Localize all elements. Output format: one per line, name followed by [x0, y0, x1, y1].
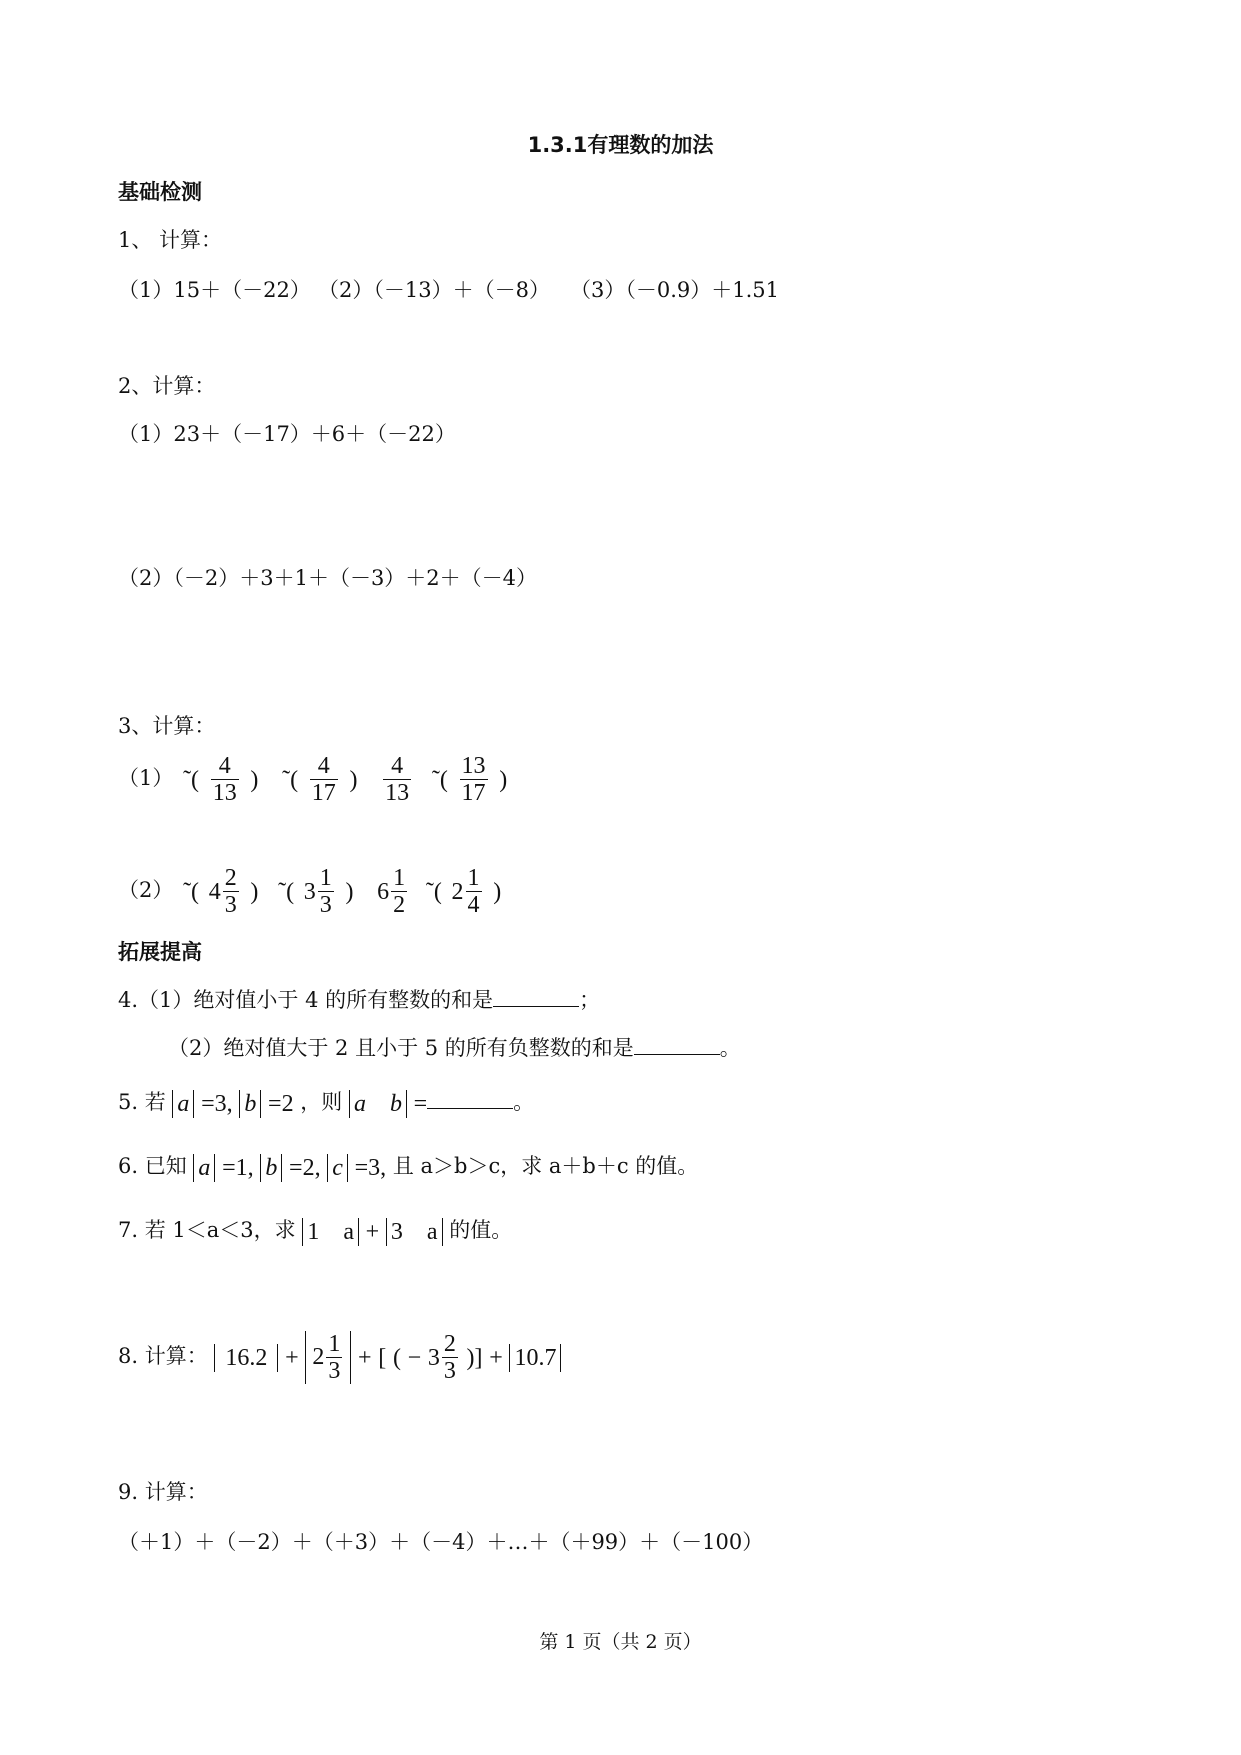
- q3-2-whole-2: 3: [303, 878, 316, 905]
- q7-abs-1: 1 a: [302, 1218, 359, 1246]
- q3-1-fraction-4: $\frac{13}{17}$: [461, 753, 486, 806]
- q8-paren-open: (: [392, 1344, 401, 1371]
- q8-whole-3: 3: [427, 1344, 440, 1371]
- q8-plus-sign-3: +: [489, 1344, 503, 1371]
- q6-intro: 6. 已知: [118, 1154, 187, 1178]
- q3-2-fraction-4: $\frac{1}{4}$: [467, 865, 480, 918]
- q8-plus-sign-2: +: [358, 1344, 372, 1371]
- q3-item-2: [118, 860, 504, 922]
- q5-eq-sign-3: =: [413, 1090, 428, 1117]
- q3-1-close-2: ): [349, 766, 358, 793]
- q3-1-prefix: （1）: [118, 766, 174, 790]
- q3-1-fraction-2: $\frac{4}{17}$: [311, 753, 336, 806]
- q6-abs-c: c: [327, 1154, 348, 1182]
- q8-line: [118, 1324, 561, 1390]
- q7-tail: 的值。: [449, 1218, 513, 1242]
- q5-abs-sum: a b: [349, 1090, 407, 1118]
- page-title: 1.3.1有理数的加法: [527, 133, 714, 157]
- q3-2-whole-4: 2: [451, 878, 464, 905]
- q7-intro: 7. 若 1＜a＜3，求: [118, 1218, 296, 1242]
- q5-abs-a: a: [172, 1090, 194, 1118]
- q8-abs-4: [509, 1344, 561, 1372]
- q3-1-close-4: ): [499, 766, 508, 793]
- q8-abs-2: [305, 1331, 351, 1385]
- q1-label: 1、 计算：: [118, 228, 223, 252]
- q7-line: [118, 1216, 512, 1246]
- q8-plus-sign-1: +: [285, 1344, 299, 1371]
- section-basic-heading: 基础检测: [118, 180, 202, 204]
- q4-2-end: 。: [719, 1036, 741, 1060]
- q3-2-sign-4: ˜(: [425, 878, 442, 905]
- q3-2-close-1: ): [250, 878, 259, 905]
- q2-item-1: （1）23＋（－17）＋6＋（－22）: [118, 422, 456, 446]
- q6-eq-sign-1: =: [222, 1154, 236, 1181]
- q3-1-sign-1: ˜(: [183, 766, 200, 793]
- q4-1-answer-blank[interactable]: [493, 986, 579, 1007]
- q3-2-prefix: （2）: [118, 878, 174, 902]
- q6-eq-sign-3: =: [354, 1154, 369, 1181]
- q4-2-answer-blank[interactable]: [634, 1034, 720, 1055]
- q8-value-4: 10.7: [514, 1344, 557, 1371]
- q3-2-fraction-1: $\frac{2}{3}$: [224, 865, 237, 918]
- q3-2-close-2: ): [345, 878, 354, 905]
- q6-abs-a: a: [193, 1154, 215, 1182]
- q4-line-1: [118, 986, 600, 1014]
- q5-eq-sign-1: =: [201, 1090, 215, 1117]
- q5-abs-b: b: [239, 1090, 261, 1118]
- q8-fraction-2: $\frac{1}{3}$: [328, 1331, 341, 1385]
- q4-1-end: ；: [579, 988, 601, 1012]
- q4-2-text: （2）绝对值大于 2 且小于 5 的所有负整数的和是: [168, 1036, 634, 1060]
- q3-item-1: [118, 748, 510, 810]
- q3-1-fraction-1: $\frac{4}{13}$: [212, 753, 237, 806]
- q5-end: 。: [513, 1090, 535, 1114]
- q3-2-fraction-2: $\frac{1}{3}$: [319, 865, 332, 918]
- q8-bracket-open: [: [378, 1344, 387, 1371]
- q5-val-1: 3,: [214, 1090, 233, 1117]
- q8-label: 8. 计算：: [118, 1344, 208, 1368]
- q5-mid: ，则: [300, 1090, 343, 1114]
- q1-item-2: （2）（－13）＋（－8）: [318, 278, 550, 302]
- q3-label: 3、计算：: [118, 714, 216, 738]
- q3-1-fraction-3: $\frac{4}{13}$: [385, 753, 410, 806]
- q3-2-whole-3: 6: [377, 878, 390, 905]
- q1-item-1: （1）15＋（－22）: [118, 278, 311, 302]
- q8-whole-2: 2: [312, 1343, 325, 1370]
- q9-label: 9. 计算：: [118, 1480, 208, 1504]
- q3-2-sign-2: ˜(: [278, 878, 295, 905]
- q6-eq-sign-2: =: [289, 1154, 303, 1181]
- q3-2-whole-1: 4: [208, 878, 221, 905]
- q3-1-sign-4: ˜(: [431, 766, 448, 793]
- section-extension-heading: 拓展提高: [118, 940, 202, 964]
- q4-1-text: 4.（1）绝对值小于 4 的所有整数的和是: [118, 988, 494, 1012]
- q3-2-close-4: ): [493, 878, 502, 905]
- q5-answer-blank[interactable]: [427, 1088, 513, 1109]
- q4-line-2: [168, 1034, 741, 1062]
- q8-value-1: 16.2: [225, 1344, 268, 1371]
- q1-item-3: （3）（－0.9）＋1.51: [570, 278, 780, 302]
- q8-bracket-close: )]: [466, 1344, 483, 1371]
- q8-fraction-3: $\frac{2}{3}$: [443, 1331, 456, 1384]
- q3-1-close-1: ): [250, 766, 259, 793]
- q6-tail: 且 a＞b＞c，求 a＋b＋c 的值。: [392, 1154, 699, 1178]
- q6-val-1: 1,: [235, 1154, 254, 1181]
- q5-intro: 5. 若: [118, 1090, 166, 1114]
- q3-2-fraction-3: $\frac{1}{2}$: [393, 865, 406, 918]
- page-footer: 第 1 页（共 2 页）: [539, 1631, 702, 1653]
- q5-val-2: 2: [281, 1090, 294, 1117]
- q3-1-sign-2: ˜(: [282, 766, 299, 793]
- q5-line: [118, 1088, 534, 1118]
- q6-abs-b: b: [260, 1154, 282, 1182]
- q6-val-3: 3,: [368, 1154, 387, 1181]
- q9-expression: （＋1）＋（－2）＋（＋3）＋（－4）＋…＋（＋99）＋（－100）: [118, 1530, 764, 1554]
- q6-val-2: 2,: [302, 1154, 321, 1181]
- q7-abs-2: 3 a: [386, 1218, 443, 1246]
- q8-minus-sign: −: [407, 1344, 422, 1371]
- q6-line: [118, 1152, 698, 1182]
- q3-2-sign-1: ˜(: [183, 878, 200, 905]
- q2-item-2: （2）（－2）＋3＋1＋（－3）＋2＋（－4）: [118, 566, 538, 590]
- q5-eq-sign-2: =: [268, 1090, 282, 1117]
- q2-label: 2、计算：: [118, 374, 216, 398]
- q7-plus-sign: +: [365, 1218, 380, 1245]
- q8-abs-1: [214, 1344, 278, 1372]
